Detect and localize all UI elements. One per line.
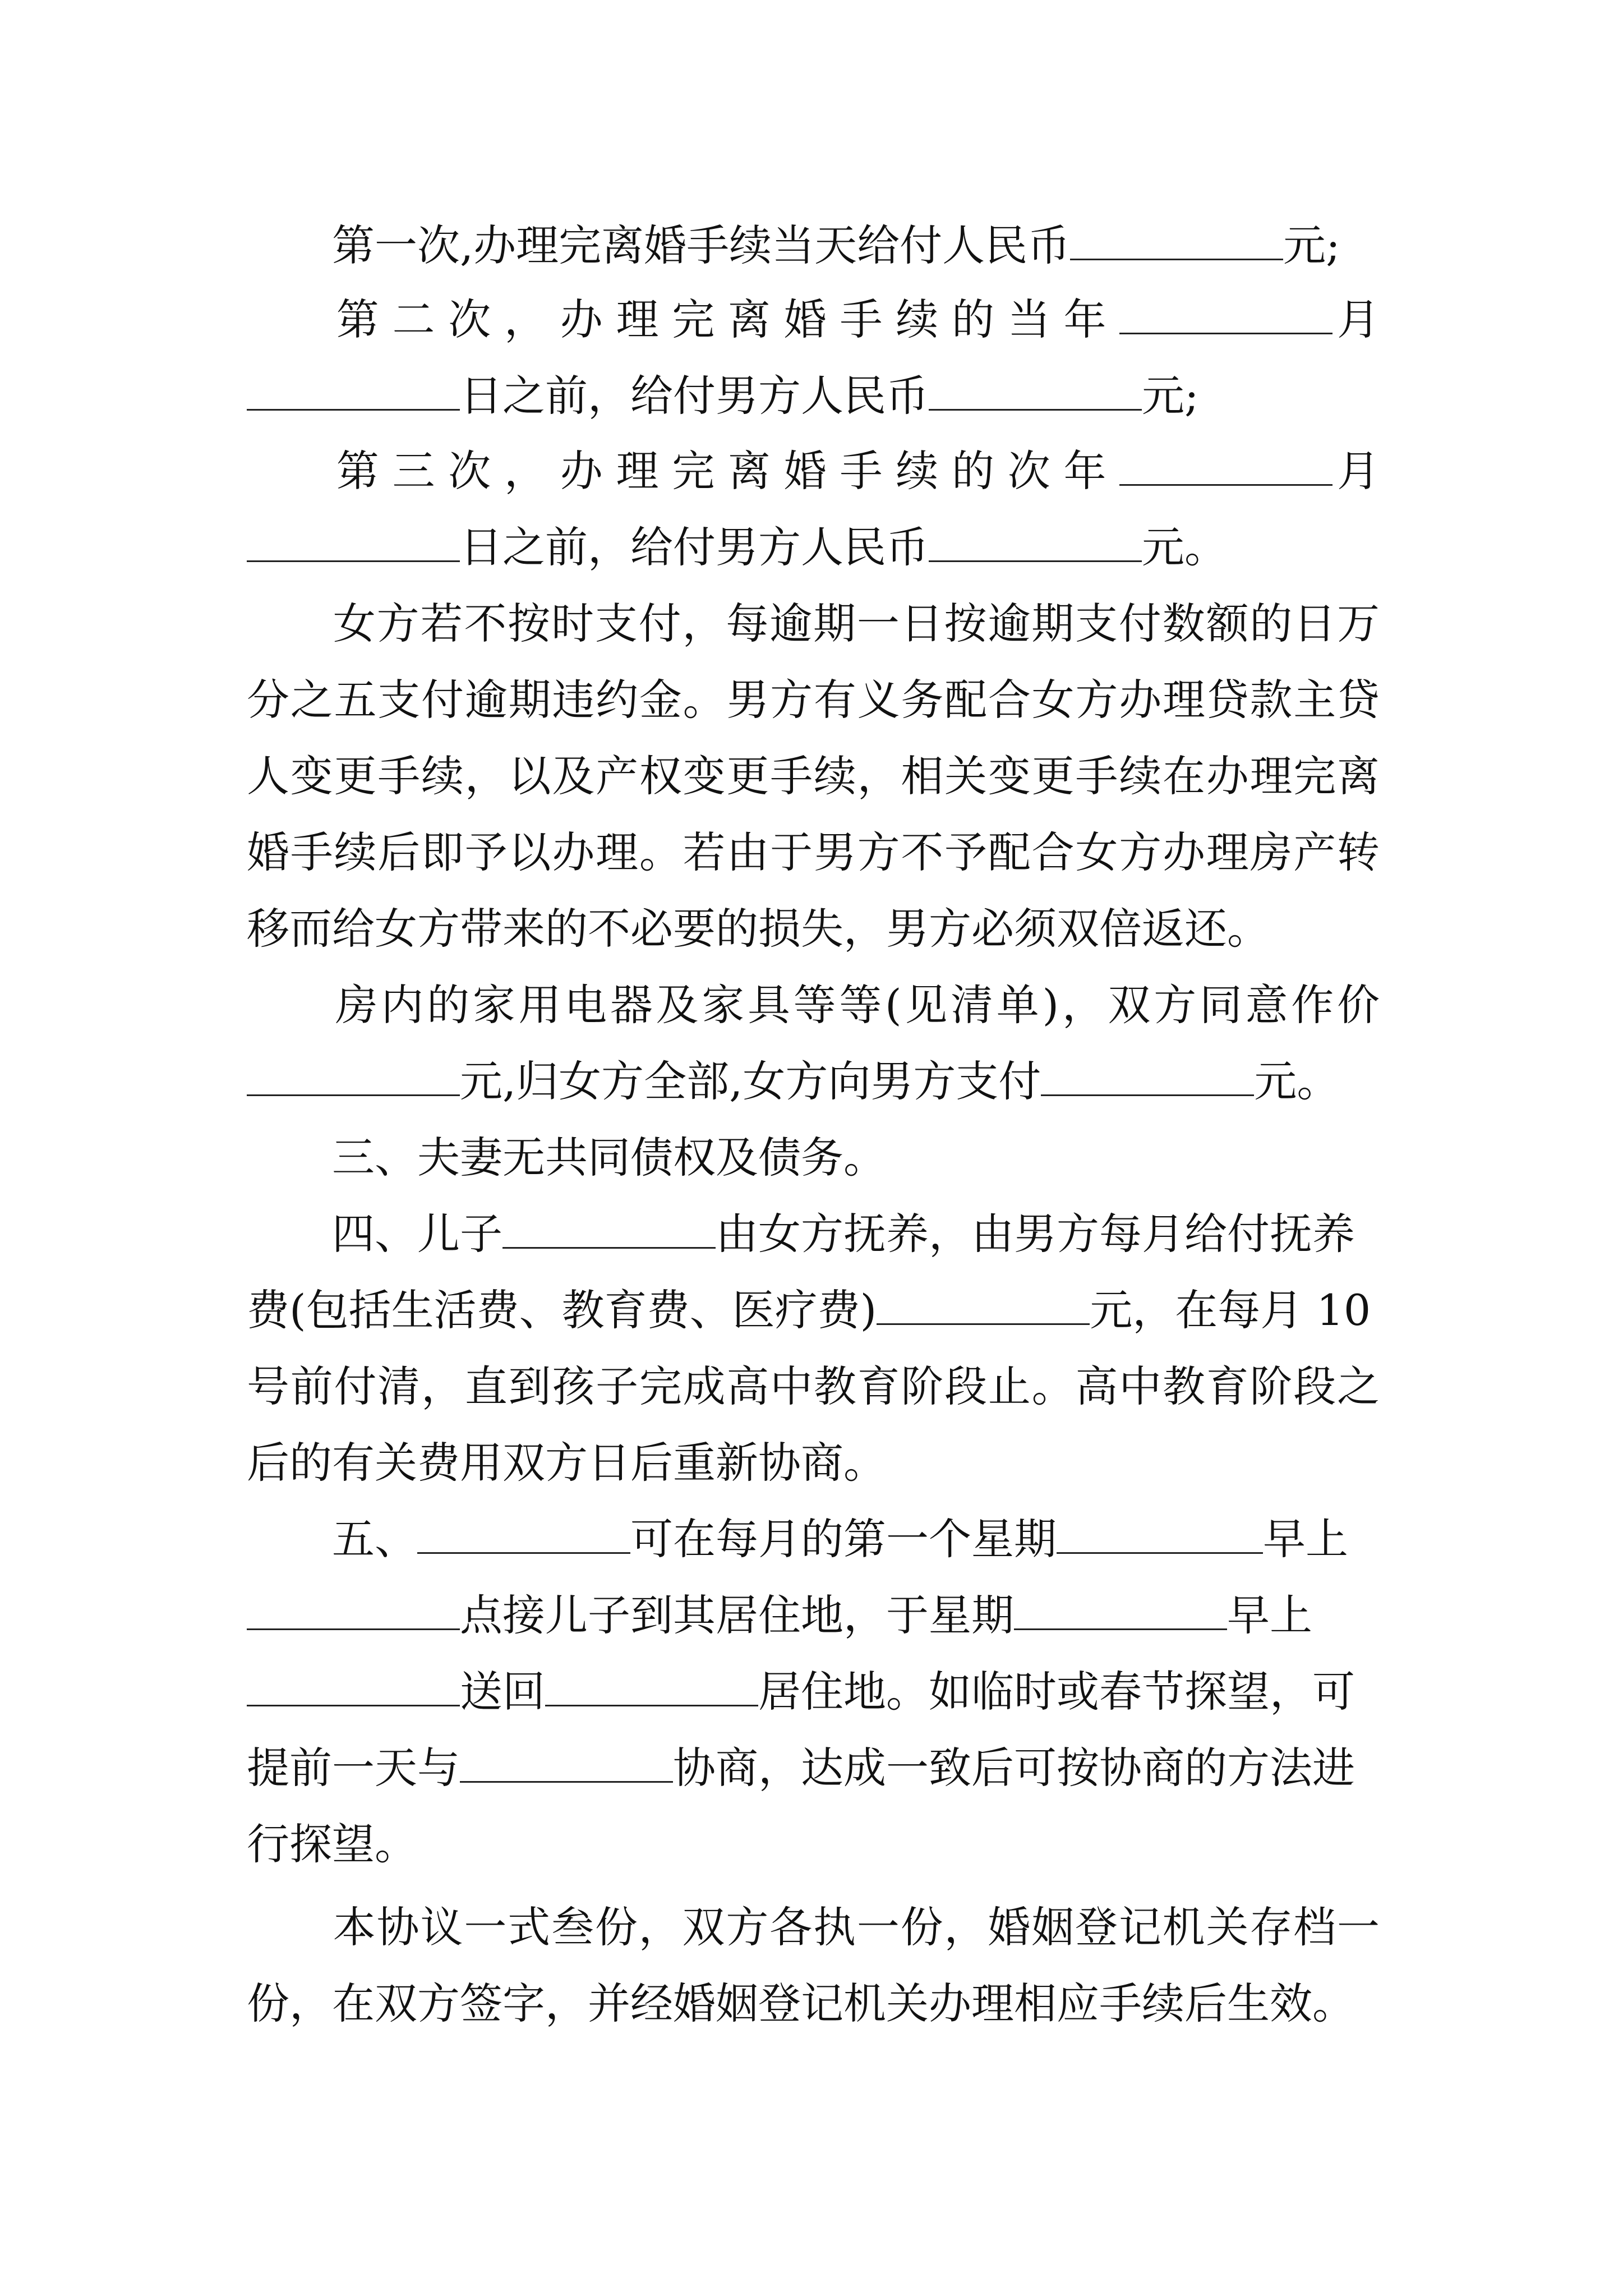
text-line-11	[247, 966, 1380, 1045]
fill-blank	[877, 1321, 1090, 1325]
fill-blank	[247, 1092, 460, 1096]
text-line-14	[247, 1195, 1380, 1273]
line-text: 本协议一式叁份，双方各执一份，婚姻登记机关存档一	[332, 1902, 1380, 1952]
text-line-3	[247, 357, 1380, 435]
line-text: 三、夫妻无共同债权及债务。	[332, 1133, 886, 1182]
fill-blank	[1119, 482, 1332, 486]
line-text: 元;	[1283, 220, 1340, 270]
line-text: 女方若不按时支付，每逾期一日按逾期支付数额的日万	[332, 599, 1380, 648]
text-line-15	[247, 1271, 1380, 1350]
line-text: 元。	[1142, 522, 1227, 572]
line-text: 号前付清，直到孩子完成高中教育阶段止。高中教育阶段之	[247, 1361, 1380, 1411]
text-line-20	[247, 1653, 1380, 1731]
fill-blank	[1057, 1550, 1263, 1554]
line-text: 元;	[1142, 371, 1199, 421]
fill-blank	[929, 407, 1142, 411]
fill-blank	[247, 407, 460, 411]
line-text: 由女方抚养，由男方每月给付抚养	[716, 1209, 1355, 1259]
fill-blank	[545, 1703, 758, 1706]
line-text: 早上	[1263, 1514, 1348, 1564]
text-line-23	[247, 1888, 1380, 1967]
text-line-19	[247, 1576, 1380, 1655]
line-text: 第一次,办理完离婚手续当天给付人民币	[332, 220, 1071, 270]
text-line-6	[247, 585, 1380, 663]
fill-blank	[1041, 1092, 1254, 1096]
line-text: 婚手续后即予以办理。若由于男方不予配合女方办理房产转	[247, 827, 1380, 877]
fill-blank	[247, 1703, 460, 1706]
line-text: 费(包括生活费、教育费、医疗费)	[247, 1285, 877, 1335]
text-line-16	[247, 1347, 1380, 1426]
text-line-4	[247, 432, 1380, 510]
fill-blank	[1014, 1626, 1227, 1630]
line-text: 日之前，给付男方人民币	[460, 371, 929, 421]
fill-blank	[502, 1245, 716, 1249]
line-text: 月	[1332, 295, 1380, 344]
line-text: 第二次，办理完离婚手续的当年	[332, 295, 1120, 344]
text-line-2	[247, 280, 1380, 359]
text-line-1	[247, 206, 1380, 285]
text-line-5	[247, 508, 1380, 587]
line-text: 元。	[1254, 1056, 1340, 1106]
line-text: 分之五支付逾期违约金。男方有义务配合女方办理贷款主贷	[247, 675, 1380, 725]
line-text: 移而给女方带来的不必要的损失，男方必须双倍返还。	[247, 904, 1270, 954]
text-line-18	[247, 1500, 1380, 1579]
line-text: 点接儿子到其居住地，于星期	[460, 1590, 1014, 1640]
line-text: 四、儿子	[332, 1209, 502, 1259]
line-text: 月	[1332, 446, 1380, 496]
fill-blank	[247, 558, 460, 562]
text-line-22	[247, 1805, 1380, 1884]
text-line-7	[247, 661, 1380, 739]
fill-blank	[417, 1550, 630, 1554]
line-text: 行探望。	[247, 1819, 417, 1869]
text-line-17	[247, 1424, 1380, 1502]
text-line-24	[247, 1964, 1380, 2043]
fill-blank	[247, 1626, 460, 1630]
text-line-13	[247, 1119, 1380, 1197]
fill-blank	[929, 558, 1142, 562]
text-line-10	[247, 890, 1380, 968]
text-line-8	[247, 737, 1380, 816]
line-text: 元,归女方全部,女方向男方支付	[460, 1056, 1041, 1106]
line-text: 元，在每月 10	[1090, 1285, 1371, 1335]
line-text: 份，在双方签字，并经婚姻登记机关办理相应手续后生效。	[247, 1978, 1355, 2028]
line-text: 房内的家用电器及家具等等(见清单)，双方同意作价	[332, 980, 1380, 1030]
line-text: 居住地。如临时或春节探望，可	[758, 1667, 1355, 1717]
line-text: 提前一天与	[247, 1743, 460, 1793]
text-line-21	[247, 1729, 1380, 1807]
fill-blank	[1070, 256, 1283, 260]
line-text: 早上	[1227, 1590, 1312, 1640]
line-text: 五、	[332, 1514, 417, 1564]
text-line-9	[247, 813, 1380, 892]
line-text: 人变更手续，以及产权变更手续，相关变更手续在办理完离	[247, 751, 1380, 801]
text-line-12	[247, 1042, 1380, 1121]
fill-blank	[1119, 330, 1332, 334]
fill-blank	[460, 1779, 673, 1783]
line-text: 第三次，办理完离婚手续的次年	[332, 446, 1120, 496]
line-text: 协商，达成一致后可按协商的方法进	[673, 1743, 1355, 1793]
line-text: 送回	[460, 1667, 545, 1717]
line-text: 后的有关费用双方日后重新协商。	[247, 1438, 886, 1488]
line-text: 日之前，给付男方人民币	[460, 522, 929, 572]
line-text: 可在每月的第一个星期	[630, 1514, 1057, 1564]
